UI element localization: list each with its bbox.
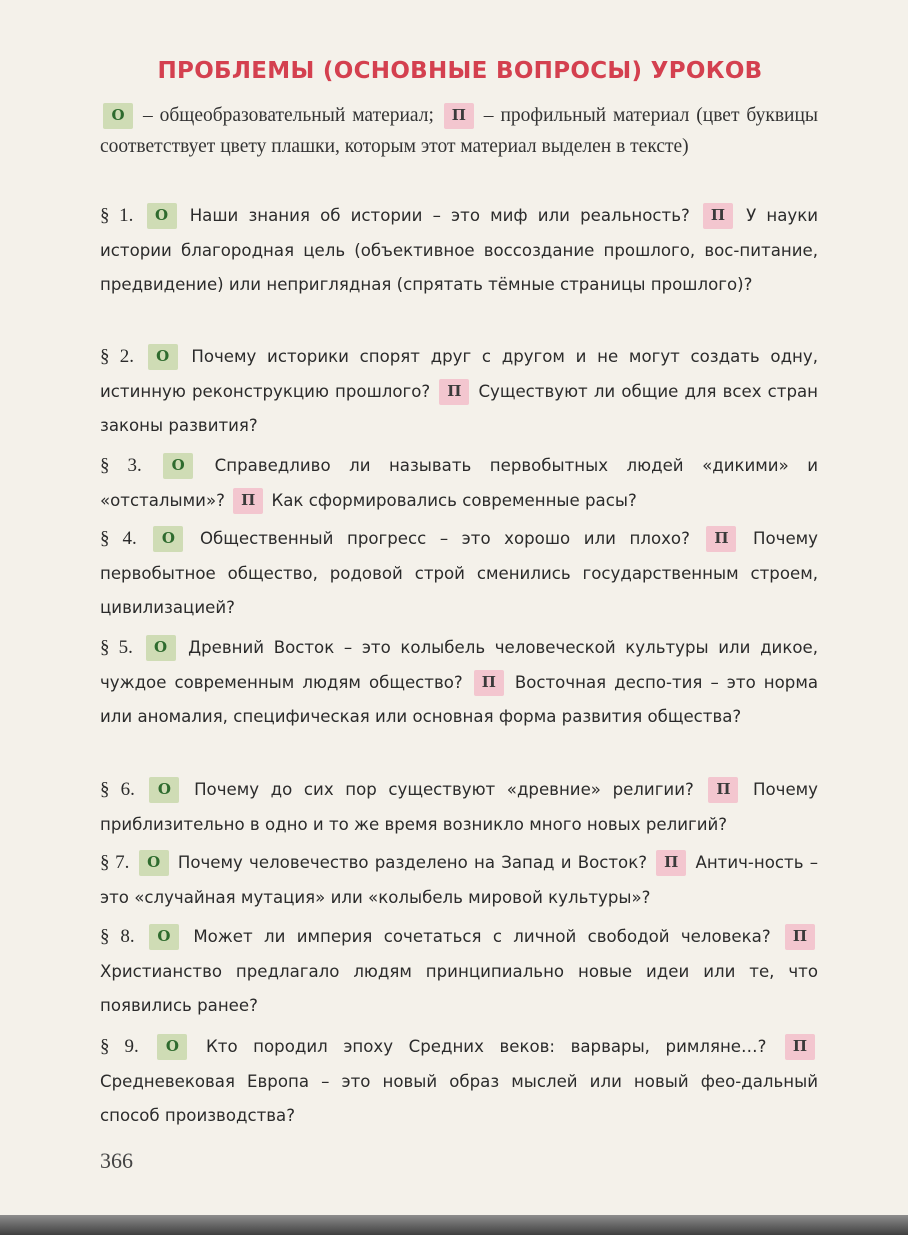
general-badge: О xyxy=(149,777,179,803)
general-question: Общественный прогресс – это хорошо или плохо? xyxy=(186,529,704,548)
profile-badge: П xyxy=(785,1034,815,1060)
general-question: Почему историки спорят друг с другом и не могут создать одну, истинную реконструкцию прошлого? xyxy=(100,347,818,401)
profile-material-badge: П xyxy=(444,103,474,129)
profile-question: Христианство предлагало людям принципиально новые идеи или те, что появились ранее? xyxy=(100,961,818,1015)
general-question: Наши знания об истории – это миф или реальность? xyxy=(179,206,700,225)
page-title: ПРОБЛЕМЫ (ОСНОВНЫЕ ВОПРОСЫ) УРОКОВ xyxy=(157,58,763,84)
general-question: Почему до сих пор существуют «древние» религии? xyxy=(182,780,706,799)
legend-profile-text: – профильный материал (цвет буквицы соответствует цвету плашки, которым этот материал выделен в тексте) xyxy=(100,105,818,157)
general-badge: О xyxy=(163,453,193,479)
section-number: § 4. xyxy=(100,528,137,549)
profile-badge: П xyxy=(439,379,469,405)
profile-badge: П xyxy=(708,777,738,803)
profile-question: Почему первобытное общество, родовой строй сменились государственным строем, цивилизацией? xyxy=(100,529,819,617)
section-6 xyxy=(100,773,818,842)
section-9 xyxy=(100,1030,818,1134)
general-badge: О xyxy=(153,526,183,552)
section-number: § 7. xyxy=(100,852,130,873)
section-number: § 5. xyxy=(100,637,133,658)
general-question: Кто породил эпоху Средних веков: варвары, римляне…? xyxy=(190,1037,783,1056)
general-badge: О xyxy=(139,850,169,876)
section-1 xyxy=(100,199,818,303)
section-number: § 2. xyxy=(100,346,134,367)
general-question: Древний Восток – это колыбель человеческой культуры или дикое, чуждое современным людям общество? xyxy=(100,638,818,692)
section-5 xyxy=(100,631,818,735)
general-question: Может ли империя сочетаться с личной свободой человека? xyxy=(181,927,782,946)
section-2 xyxy=(100,340,818,444)
scan-bottom-edge xyxy=(0,1215,908,1235)
profile-question: Антич-ность – это «случайная мутация» или «колыбель мировой культуры»? xyxy=(100,853,818,907)
section-8 xyxy=(100,920,818,1024)
profile-question: Существуют ли общие для всех стран законы развития? xyxy=(100,381,818,435)
section-4 xyxy=(100,522,818,626)
general-material-badge: О xyxy=(103,103,133,129)
profile-question: Почему приблизительно в одно и то же время возникло много новых религий? xyxy=(100,780,818,834)
general-badge: О xyxy=(148,344,178,370)
section-number: § 3. xyxy=(100,455,142,476)
general-badge: О xyxy=(149,924,179,950)
profile-badge: П xyxy=(233,488,263,514)
profile-question: У науки истории благородная цель (объективное воссоздание прошлого, вос-питание, предвидение) или неприглядная (спрятать тёмные страницы прошлого)? xyxy=(100,206,819,294)
section-number: § 8. xyxy=(100,926,135,947)
general-badge: О xyxy=(147,203,177,229)
section-3 xyxy=(100,449,818,518)
profile-badge: П xyxy=(474,670,504,696)
section-number: § 6. xyxy=(100,779,135,800)
profile-badge: П xyxy=(706,526,736,552)
general-question: Почему человечество разделено на Запад и Восток? xyxy=(171,853,654,872)
profile-badge: П xyxy=(656,850,686,876)
general-badge: О xyxy=(157,1034,187,1060)
profile-badge: П xyxy=(785,924,815,950)
page-number: 366 xyxy=(100,1148,133,1173)
legend-general-text: – общеобразовательный материал; xyxy=(136,105,441,126)
profile-question: Как сформировались современные расы? xyxy=(266,490,637,510)
section-number: § 9. xyxy=(100,1036,139,1057)
profile-badge: П xyxy=(703,203,733,229)
profile-question: Восточная деспо-тия – это норма или аномалия, специфическая или основная форма развития общества? xyxy=(100,672,819,726)
legend xyxy=(100,100,818,162)
general-question: Справедливо ли называть первобытных людей «дикими» и «отсталыми»? xyxy=(100,456,819,510)
general-badge: О xyxy=(146,635,176,661)
profile-question: Средневековая Европа – это новый образ мыслей или новый фео-дальный способ производства? xyxy=(100,1071,818,1125)
section-number: § 1. xyxy=(100,205,134,226)
section-7 xyxy=(100,846,818,915)
